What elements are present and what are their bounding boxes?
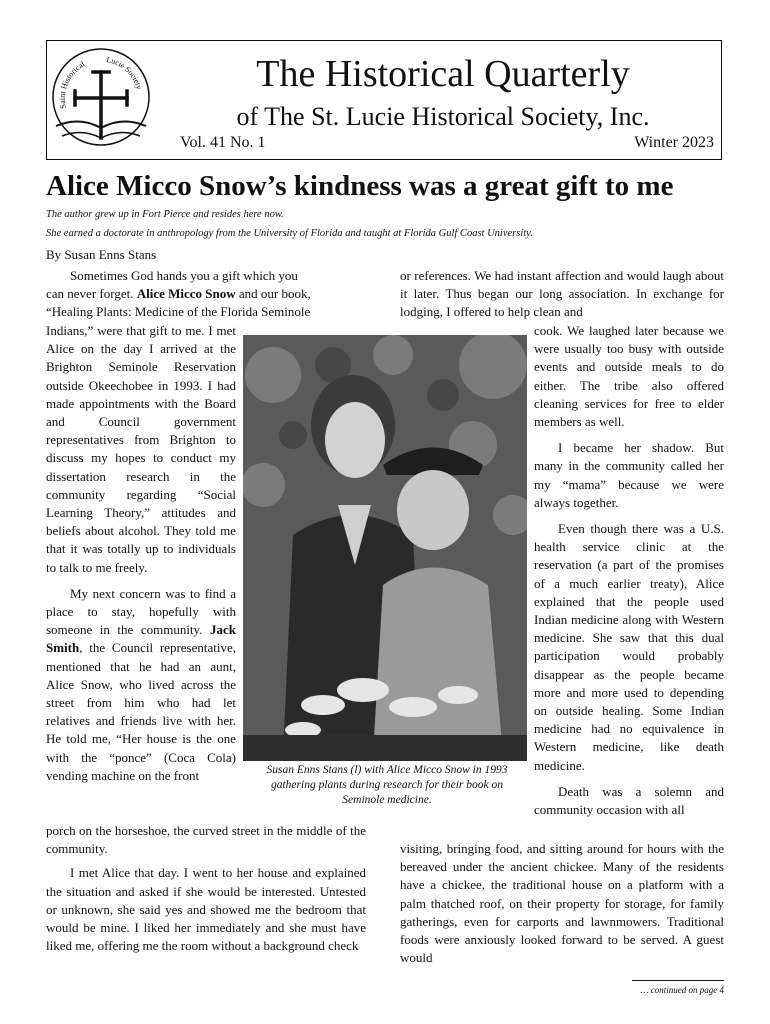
newsletter-subtitle: of The St. Lucie Historical Society, Inc.	[236, 102, 650, 131]
para-1-cont: Indians,” were that gift to me. I met Alice on the day I arrived at the Brighton Seminole Reservation outside Okeechobee in 1993. I had made appointments with the Board and Council government representatives from Brighton to discuss my hopes to conduct my dissertation research in the community regarding “Social Learning Theory,” attitudes and beliefs about alcohol. They told me that it was totally up to individuals to talk to me freely.	[46, 323, 236, 575]
left-column-top	[46, 267, 366, 322]
right-para-2: I became her shadow. But many in the community called her my “mama” because we were always together.	[534, 440, 724, 510]
volume-number: Vol. 41 No. 1	[180, 134, 266, 151]
right-column-top	[400, 267, 724, 322]
jack-smith-bold: Jack Smith	[46, 622, 237, 656]
byline: By Susan Enns Stans	[46, 247, 157, 262]
photo-illustration	[243, 335, 527, 761]
right-column-bottom	[400, 840, 724, 967]
newsletter-title: The Historical Quarterly	[256, 53, 630, 95]
continued-rule	[632, 980, 724, 981]
right-para-4-cont: visiting, bringing food, and sitting around for hours with the bereaved under the ancient chickee. Many of the residents have a chickee, the traditional house on a platform with a palm thatched roof, on their property for storage, for family gatherings, even for carports and lawnmowers. Traditional foods were anxiously looked forward to be served. A guest would	[400, 841, 724, 966]
alice-name-bold: Alice Micco Snow	[136, 286, 236, 302]
para-2-end: porch on the horseshoe, the curved street in the middle of the community.	[46, 823, 366, 857]
right-para-1-cont: cook. We laughed later because we were usually too busy with outside events and outside meals to do either. The tribe also offered cleaning services for free to elder members as well.	[534, 323, 724, 430]
article-headline: Alice Micco Snow’s kindness was a great gift to me	[46, 170, 674, 202]
society-seal-icon	[50, 46, 152, 148]
right-para-3: Even though there was a U.S. health service clinic at the reservation (a part of the promises of a much earlier treaty), Alice explained that the people used Indian medicine along with Western medicine. She saw that this dual participation would probably disappear as the people became more and more used to depending on outside healing. Some Indian medicine had no equivalence in Western medicine, like death medicine.	[534, 521, 724, 773]
article-photo	[243, 335, 527, 761]
issue-season: Winter 2023	[634, 134, 714, 151]
left-column-narrow	[46, 322, 236, 785]
author-note-2: She earned a doctorate in anthropology from the University of Florida and taught at Florida Gulf Coast University.	[46, 228, 533, 239]
seal-text-right: Lucie Society	[105, 55, 144, 91]
photo-caption: Susan Enns Stans (l) with Alice Micco Snow in 1993 gathering plants during research for their book on Seminole medicine.	[266, 764, 508, 806]
continued-note: … continued on page 4	[640, 985, 724, 995]
left-column-bottom	[46, 822, 366, 955]
right-para-1-start: or references. We had instant affection and would laugh about it later. Thus began our long association. In exchange for lodging, I offered to help clean and	[400, 268, 724, 320]
para-1-line-1: Sometimes God hands you a gift which you	[70, 268, 298, 283]
para-1-line-2: can never forget. Alice Micco Snow and our book,	[46, 286, 311, 302]
right-column-narrow	[534, 322, 724, 819]
author-note-1: The author grew up in Fort Pierce and resides here now.	[46, 209, 284, 220]
para-1-line-3: “Healing Plants: Medicine of the Florida Seminole	[46, 304, 311, 320]
para-3: I met Alice that day. I went to her house and explained the situation and asked if she would be interested. Untested or unknown, she said yes and showed me the bedroom that would be mine. I liked her immediately and she must have liked me, offering me the room without a background check	[46, 865, 366, 954]
seal-text-left: Saint Historical	[57, 59, 87, 110]
para-2: My next concern was to find a place to stay, hopefully with someone in the community. Jack Smith, the Council representative, mentioned that he had an aunt, Alice Snow, who lived across the street from him who had let relatives and friends live with her. He told me, “Her house is the one with the “ponce” (Coca Cola) vending machine on the front	[46, 585, 237, 783]
right-para-4: Death was a solemn and community occasion with all	[534, 783, 724, 818]
